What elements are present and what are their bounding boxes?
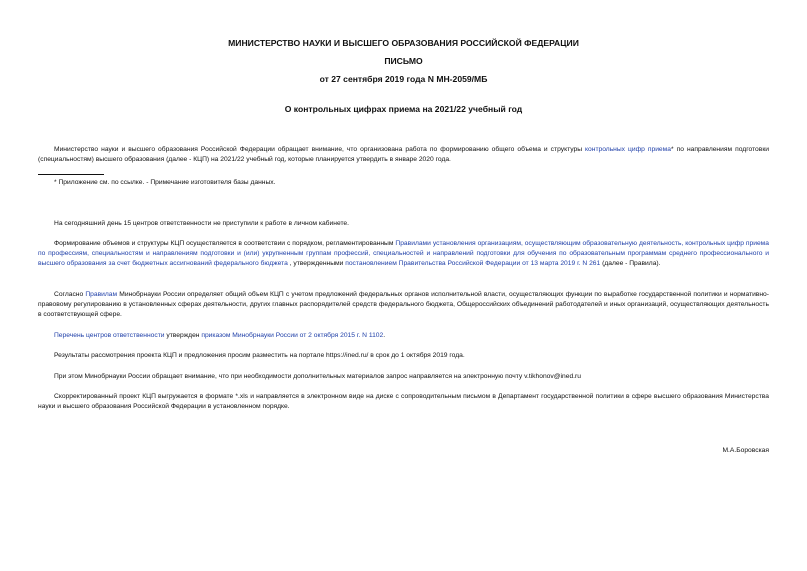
letter-subject: О контрольных цифрах приема на 2021/22 учебный год bbox=[284, 104, 523, 114]
paragraph-rules bbox=[38, 239, 769, 269]
link-rules[interactable]: Правилам bbox=[85, 291, 118, 298]
paragraph-list-approved-text-b: . bbox=[383, 332, 386, 339]
footnote: * Приложение см. по ссылке. - Примечание изготовителя базы данных. bbox=[54, 179, 276, 186]
paragraph-rules-text-c: (далее - Правила). bbox=[600, 260, 661, 267]
footnote-divider bbox=[38, 174, 104, 175]
paragraph-total-volume bbox=[38, 290, 769, 320]
link-rules-document[interactable]: Правилами установления организациям, осуществляющим образовательную деятельность, контрольных цифр приема по профессиям, специальностям и направлениям подготовки и (или) укрупненным группам профессий, специальностей и направлений подготовки для обучения по образовательным программам среднего профессионального и высшего образования за счет бюджетных ассигнований федерального бюджета bbox=[38, 240, 769, 267]
paragraph-intro-text-a: Министерство науки и высшего образования Российской Федерации обращает внимание, что организована работа по формированию общего объема и структуры bbox=[54, 146, 586, 153]
signature: М.А.Боровская bbox=[722, 447, 769, 454]
link-ministry-order[interactable]: приказом Минобрнауки России от 2 октября 2015 г. N 1102 bbox=[201, 332, 384, 339]
link-government-decree[interactable]: постановлением Правительства Российской Федерации от 13 марта 2019 г. N 261 bbox=[345, 260, 601, 267]
date-and-number: от 27 сентября 2019 года N МН-2059/МБ bbox=[319, 74, 488, 84]
paragraph-list-approved-text-a: утвержден bbox=[164, 332, 202, 339]
paragraph-portal: Результаты рассмотрения проекта КЦП и предложения просим разместить на портале https://ined.ru/ в срок до 1 октября 2019 года. bbox=[54, 352, 465, 359]
paragraph-total-volume-text-b: Минобрнауки России определяет общий объем КЦП с учетом предложений федеральных органов исполнительной власти, осуществляющих функции по выработке государственной политики и нормативно-правовому регулированию в установленных сферах деятельности, других главных распорядителей средств федерального бюджета, Общероссийских объединений работодателей и иных организаций, осуществляющих деятельность в соответствующей сфере. bbox=[38, 291, 770, 318]
paragraph-xls-submission: Скорректированный проект КЦП выгружается в формате *.xls и направляется в электронном виде на диске с сопроводительным письмом в Департамент государственной политики в сфере высшего образования Министерства науки и высшего образования Российской Федерации в установленном порядке. bbox=[38, 393, 769, 410]
document-type: ПИСЬМО bbox=[384, 56, 423, 66]
paragraph-intro-text-b: * по направлениям подготовки (специальностям) высшего образования (далее - КЦП) на 2021/22 учебный год, которые планируется утвердить в январе 2020 года. bbox=[38, 146, 769, 163]
ministry-heading: МИНИСТЕРСТВО НАУКИ И ВЫСШЕГО ОБРАЗОВАНИЯ РОССИЙСКОЙ ФЕДЕРАЦИИ bbox=[228, 38, 579, 48]
link-control-figures[interactable]: контрольных цифр приема bbox=[585, 146, 671, 153]
link-responsibility-centers-list[interactable]: Перечень центров ответственности bbox=[54, 332, 165, 339]
paragraph-rules-text-a: Формирование объемов и структуры КЦП осуществляется в соответствии с порядком, регламентированным bbox=[54, 240, 396, 247]
paragraph-email: При этом Минобрнауки России обращает внимание, что при необходимости дополнительных материалов запрос направляется на электронную почту v.tikhonov@ined.ru bbox=[54, 373, 581, 380]
paragraph-responsibility-centers: На сегодняшний день 15 центров ответственности не приступили к работе в личном кабинете. bbox=[54, 220, 350, 227]
paragraph-rules-text-b: , утвержденными bbox=[287, 260, 346, 267]
paragraph-list-approved bbox=[38, 331, 769, 341]
paragraph-intro bbox=[38, 145, 769, 165]
paragraph-total-volume-text-a: Согласно bbox=[54, 291, 86, 298]
